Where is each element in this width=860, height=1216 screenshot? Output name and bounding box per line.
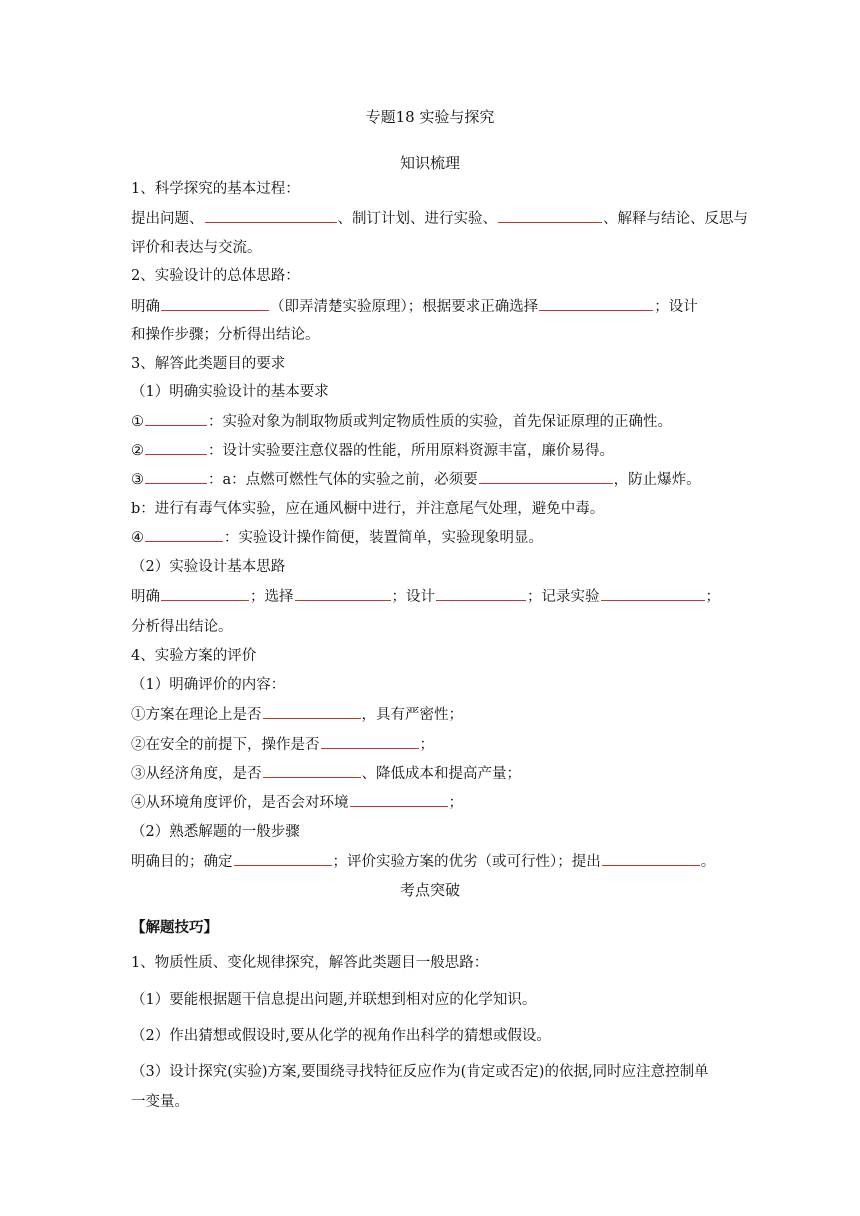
fill-blank[interactable] <box>498 207 602 223</box>
fill-blank[interactable] <box>234 850 332 866</box>
text-run: 、解释与结论、反思与 <box>603 211 748 228</box>
fill-blank[interactable] <box>601 585 705 601</box>
fill-blank[interactable] <box>145 468 207 484</box>
steps-line <box>131 585 720 606</box>
fill-blank[interactable] <box>263 703 361 719</box>
req-2 <box>131 439 614 460</box>
p2-heading: 2、实验设计的总体思路： <box>131 268 300 284</box>
eval-2 <box>131 733 434 754</box>
text-run: ； <box>448 795 463 812</box>
text-run: ：设计实验要注意仪器的性能，所用原料资源丰富，廉价易得。 <box>208 443 614 460</box>
p1-line-cont: 评价和表达与交流。 <box>131 240 262 256</box>
eval-1 <box>131 703 463 724</box>
text-run: ③从经济角度，是否 <box>131 766 262 783</box>
section-heading-knowledge: 知识梳理 <box>399 154 460 172</box>
fill-blank[interactable] <box>350 791 448 807</box>
text-run: ；选择 <box>250 589 294 606</box>
text-run: （即弄清楚实验原理）；根据要求正确选择 <box>270 299 539 316</box>
text-run: ②在安全的前提下，操作是否 <box>131 737 320 754</box>
tips-line-3: （2）作出猜想或假设时,要从化学的视角作出科学的猜想或假设。 <box>131 1028 551 1044</box>
fill-blank[interactable] <box>145 410 207 426</box>
fill-blank[interactable] <box>263 762 361 778</box>
tips-line-4-cont: 一变量。 <box>131 1094 189 1110</box>
text-run: ：a：点燃可燃性气体的实验之前，必须要 <box>208 472 478 489</box>
circle-number: ④ <box>131 530 144 547</box>
text-run: ；设计 <box>391 589 435 606</box>
text-run: ；记录实验 <box>527 589 600 606</box>
fill-blank[interactable] <box>161 585 249 601</box>
text-run: 。 <box>700 854 716 871</box>
text-run: ；评价实验方案的优劣（或可行性）；提出 <box>332 854 601 871</box>
eval-4 <box>131 791 463 812</box>
text-run: ； <box>419 737 434 754</box>
p1-line <box>131 207 748 228</box>
fill-blank[interactable] <box>295 585 391 601</box>
p2-line-cont: 和操作步骤；分析得出结论。 <box>131 327 320 343</box>
text-run: 明确 <box>131 299 160 316</box>
p3-heading: 3、解答此类题目的要求 <box>131 356 286 372</box>
p2-line <box>131 295 698 316</box>
solve-steps-line <box>131 850 715 871</box>
circle-number: ② <box>131 443 144 460</box>
text-run: 明确目的；确定 <box>131 854 233 871</box>
text-run: 、制订计划、进行实验、 <box>337 211 497 228</box>
tips-line-1: 1、物质性质、变化规律探究，解答此类题目一般思路： <box>131 955 489 971</box>
p3-sub1: （1）明确实验设计的基本要求 <box>131 384 329 400</box>
text-run: ：实验对象为制取物质或判定物质性质的实验，首先保证原理的正确性。 <box>208 414 672 431</box>
p1-heading: 1、科学探究的基本过程： <box>131 181 300 197</box>
text-run: ④从环境角度评价，是否会对环境 <box>131 795 349 812</box>
text-run: ①方案在理论上是否 <box>131 707 262 724</box>
req-3 <box>131 468 701 489</box>
steps-line-cont: 分析得出结论。 <box>131 619 233 635</box>
text-run: 、降低成本和提高产量； <box>361 766 521 783</box>
tips-heading: 【解题技巧】 <box>131 919 218 936</box>
circle-number: ③ <box>131 472 144 489</box>
text-run: ，防止爆炸。 <box>613 472 701 489</box>
tips-line-2: （1）要能根据题干信息提出问题,并联想到相对应的化学知识。 <box>131 992 537 1008</box>
circle-number: ① <box>131 414 144 431</box>
p4-sub2: （2）熟悉解题的一般步骤 <box>131 824 300 840</box>
fill-blank[interactable] <box>479 468 613 484</box>
text-run: 提出问题、 <box>131 211 204 228</box>
fill-blank[interactable] <box>161 295 269 311</box>
p3-sub2: （2）实验设计基本思路 <box>131 559 286 575</box>
req-4 <box>131 526 543 547</box>
document-title: 专题18 实验与探究 <box>365 108 495 126</box>
text-run: ，具有严密性； <box>361 707 463 724</box>
p4-heading: 4、实验方案的评价 <box>131 648 257 664</box>
fill-blank[interactable] <box>145 526 223 542</box>
fill-blank[interactable] <box>145 439 207 455</box>
fill-blank[interactable] <box>602 850 700 866</box>
req-1 <box>131 410 672 431</box>
text-run: ； <box>705 589 720 606</box>
fill-blank[interactable] <box>321 733 419 749</box>
text-run: ：实验设计操作简便，装置简单，实验现象明显。 <box>224 530 543 547</box>
eval-3 <box>131 762 521 783</box>
p4-sub1: （1）明确评价的内容： <box>131 677 286 693</box>
text-run: ；设计 <box>654 299 698 316</box>
fill-blank[interactable] <box>436 585 526 601</box>
fill-blank[interactable] <box>539 295 653 311</box>
text-run: 明确 <box>131 589 160 606</box>
fill-blank[interactable] <box>205 207 337 223</box>
section-heading-breakthrough: 考点突破 <box>399 881 460 899</box>
req-3b: b：进行有毒气体实验，应在通风橱中进行，并注意尾气处理，避免中毒。 <box>131 501 605 517</box>
tips-line-4: （3）设计探究(实验)方案,要围绕寻找特征反应作为(肯定或否定)的依据,同时应注意控制单 <box>131 1064 709 1080</box>
